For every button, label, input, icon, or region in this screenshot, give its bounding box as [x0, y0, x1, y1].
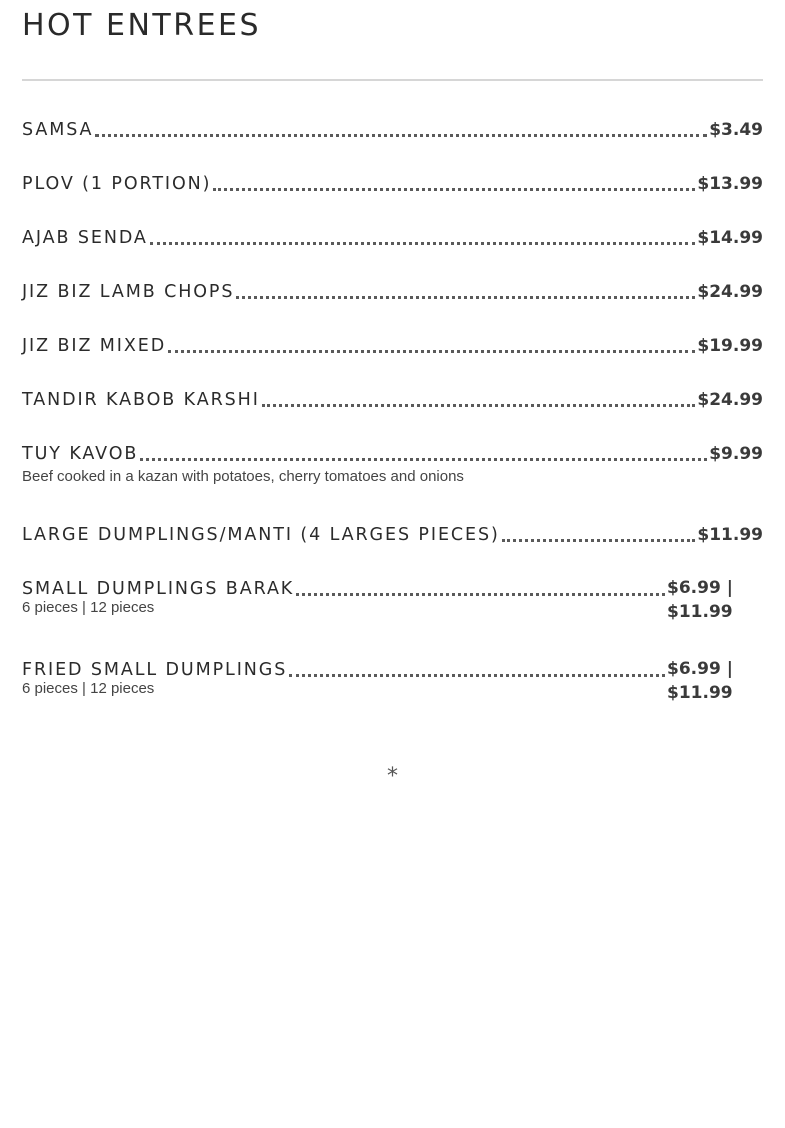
menu-item	[22, 576, 763, 657]
dot-leader	[95, 134, 707, 137]
item-price: $6.99 | $11.99	[667, 578, 733, 622]
item-price: $13.99	[697, 174, 763, 194]
dot-leader	[150, 242, 696, 245]
item-name: SMALL DUMPLINGS BARAK	[22, 579, 295, 599]
item-name: LARGE DUMPLINGS/MANTI (4 LARGES PIECES)	[22, 525, 500, 545]
item-price: $11.99	[697, 525, 763, 545]
menu-item	[22, 333, 763, 387]
item-price: $3.49	[709, 120, 763, 140]
menu-item	[22, 387, 763, 441]
dot-leader	[502, 539, 696, 542]
menu-item	[22, 171, 763, 225]
item-name: AJAB SENDA	[22, 228, 148, 248]
menu-item	[22, 522, 763, 576]
menu-list	[22, 117, 763, 738]
dot-leader	[289, 674, 665, 677]
item-description: Beef cooked in a kazan with potatoes, cherry tomatoes and onions	[22, 468, 464, 485]
item-price: $24.99	[697, 390, 763, 410]
item-description: 6 pieces | 12 pieces	[22, 680, 155, 697]
menu-item	[22, 657, 763, 738]
item-name: TANDIR KABOB KARSHI	[22, 390, 260, 410]
item-name: JIZ BIZ MIXED	[22, 336, 167, 356]
menu-page	[22, 0, 763, 738]
section-title: HOT ENTREES	[22, 8, 262, 43]
item-name: JIZ BIZ LAMB CHOPS	[22, 282, 235, 302]
item-name: TUY KAVOB	[22, 444, 139, 464]
dot-leader	[140, 458, 707, 461]
item-name: FRIED SMALL DUMPLINGS	[22, 660, 288, 680]
menu-item	[22, 441, 763, 522]
menu-item	[22, 225, 763, 279]
menu-item	[22, 117, 763, 171]
item-price: $14.99	[697, 228, 763, 248]
menu-item	[22, 279, 763, 333]
item-price: $24.99	[697, 282, 763, 302]
ornament-divider: *	[387, 764, 398, 789]
item-price: $6.99 | $11.99	[667, 659, 733, 703]
item-name: PLOV (1 PORTION)	[22, 174, 212, 194]
item-name: SAMSA	[22, 120, 94, 140]
item-price: $9.99	[709, 444, 763, 464]
dot-leader	[262, 404, 696, 407]
dot-leader	[168, 350, 695, 353]
dot-leader	[296, 593, 665, 596]
dot-leader	[213, 188, 695, 191]
section-divider	[22, 79, 763, 81]
dot-leader	[236, 296, 695, 299]
item-description: 6 pieces | 12 pieces	[22, 599, 155, 616]
item-price: $19.99	[697, 336, 763, 356]
